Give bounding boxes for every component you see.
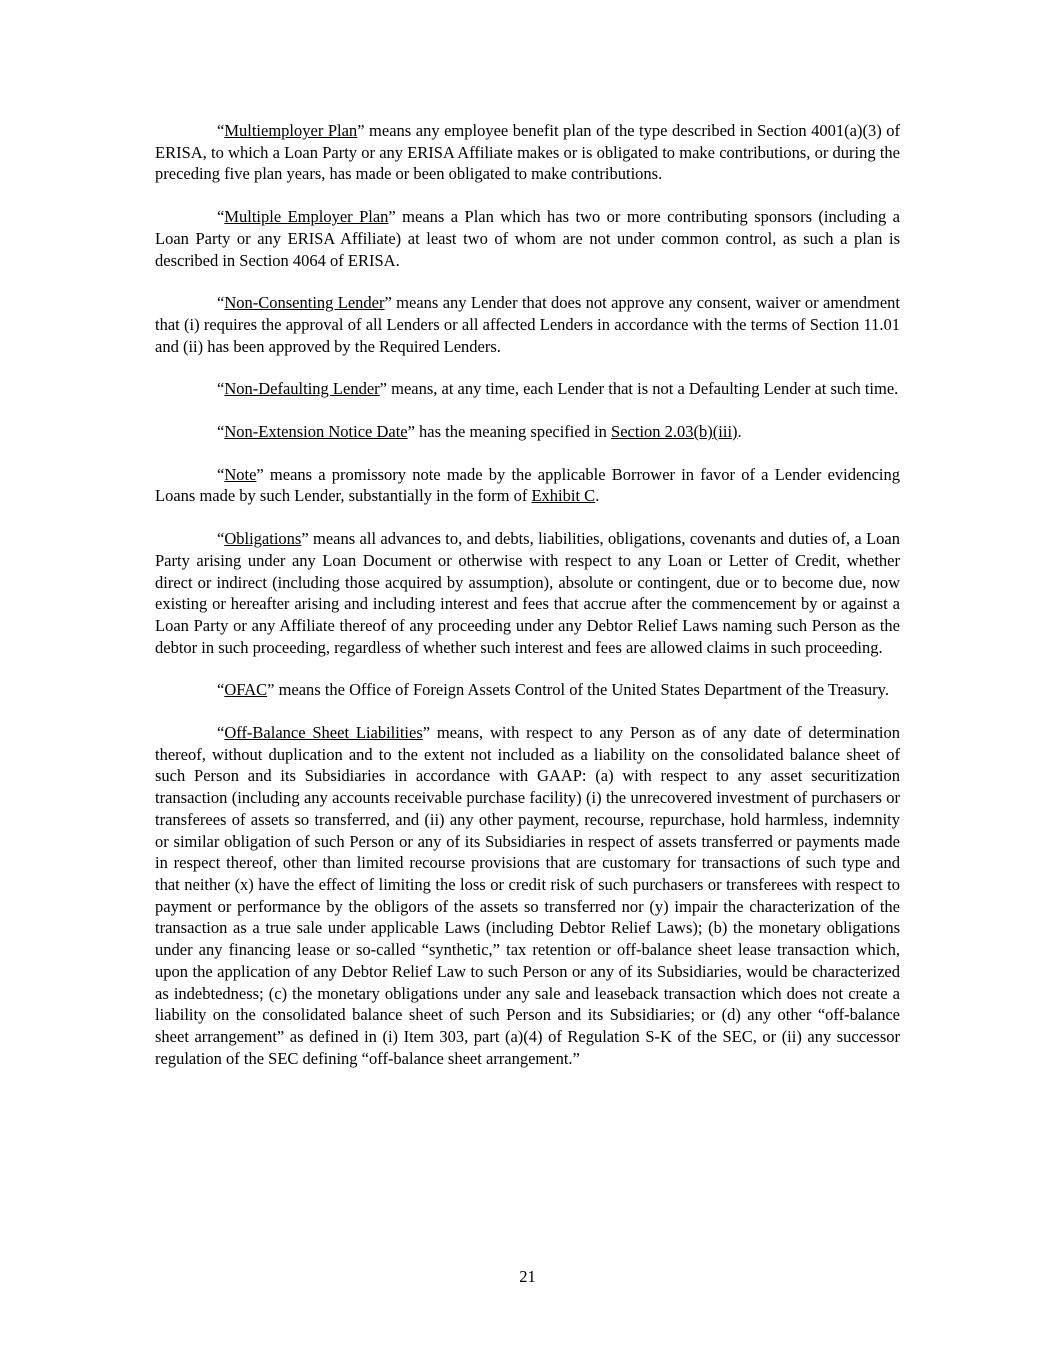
underlined-term: Non-Extension Notice Date [224,422,408,442]
text-segment: “ [217,422,225,442]
underlined-term: Non-Consenting Lender [224,293,385,313]
text-segment: “ [217,121,225,140]
underlined-term: Obligations [224,529,302,549]
text-segment: “ [217,207,225,227]
document-body [155,120,900,1069]
text-segment: “ [217,293,225,313]
text-segment: . [595,486,600,506]
text-segment: “ [217,723,225,743]
underlined-term: Off-Balance Sheet Liabilities [224,723,423,743]
text-segment: ” means all advances to, and debts, liabilities, obligations, covenants and duties of, a Loan Party arising under any Loan Document or otherwise with respect to any Loan or Letter of Credit, whether direct or indirect (including those acquired by assumption), absolute or contingent, due or to become due, now existing or hereafter arising and including interest and fees that accrue after the commencement by or against a Loan Party or any Affiliate thereof of any proceeding under any Debtor Relief Laws naming such Person as the debtor in such proceeding, regardless of whether such interest and fees are allowed claims in such proceeding. [155,529,900,657]
text-segment: ” means a Plan which has two or more contributing sponsors (including a Loan Party or any ERISA Affiliate) at least two of whom are not under common control, as such a plan is described in Section 4064 of ERISA. [155,207,900,270]
text-segment: ” means any employee benefit plan of the type described in Section 4001(a)(3) of ERISA, to which a Loan Party or any ERISA Affiliate makes or is obligated to make contributions, or during the preceding five plan years, has made or been obligated to make contributions. [155,121,900,184]
text-segment: ” means a promissory note made by the applicable Borrower in favor of a Lender evidencing Loans made by such Lender, substantially in the form of [155,464,900,506]
definition-paragraph [155,464,900,507]
page-number: 21 [519,1267,536,1286]
definition-paragraph [155,421,900,443]
text-segment: ” has the meaning specified in [407,422,612,442]
underlined-term: OFAC [224,680,268,700]
underlined-term: Multiemployer Plan [224,121,358,140]
underlined-term: Note [224,464,257,484]
text-segment: “ [217,680,225,700]
definition-paragraph [155,206,900,271]
definition-paragraph [155,292,900,357]
text-segment: . [737,422,742,442]
text-segment: “ [217,529,225,549]
underlined-term: Non-Defaulting Lender [224,379,380,399]
text-segment: “ [217,464,225,484]
text-segment: ” means, with respect to any Person as of any date of determination thereof, without duplication and to the extent not included as a liability on the consolidated balance sheet of such Person and its Subsidiaries in accordance with GAAP: (a) with respect to any asset securitization transaction (including any accounts receivable purchase facility) (i) the unrecovered investment of purchasers or transferees of assets so transferred, and (ii) any other payment, recourse, repurchase, hold harmless, indemnity or similar obligation of such Person or any of its Subsidiaries in respect of assets transferred or payments made in respect thereof, other than limited recourse provisions that are customary for transactions of such type and that neither (x) have the effect of limiting the loss or credit risk of such purchasers or transferees with respect to payment or performance by the obligors of the assets so transferred nor (y) impair the characterization of the transaction as a true sale under applicable Laws (including Debtor Relief Laws); (b) the monetary obligations under any financing lease or so-called “synthetic,” tax retention or off-balance sheet lease transaction which, upon the application of any Debtor Relief Law to such Person or any of its Subsidiaries, would be characterized as indebtedness; (c) the monetary obligations under any sale and leaseback transaction which does not create a liability on the consolidated balance sheet of such Person and its Subsidiaries; or (d) any other “off-balance sheet arrangement” as defined in (i) Item 303, part (a)(4) of Regulation S-K of the SEC, or (ii) any successor regulation of the SEC defining “off-balance sheet arrangement.” [155,723,900,1068]
underlined-term: Multiple Employer Plan [224,207,389,227]
definition-paragraph [155,120,900,185]
text-segment: ” means the Office of Foreign Assets Control of the United States Department of the Treasury. [267,680,889,700]
definition-paragraph [155,528,900,658]
underlined-term: Section 2.03(b)(iii) [611,422,738,442]
text-segment: “ [217,379,225,399]
definition-paragraph [155,378,900,400]
text-segment: ” means any Lender that does not approve any consent, waiver or amendment that (i) requires the approval of all Lenders or all affected Lenders in accordance with the terms of Section 11.01 and (ii) has been approved by the Required Lenders. [155,293,900,356]
text-segment: ” means, at any time, each Lender that is not a Defaulting Lender at such time. [379,379,899,399]
definition-paragraph [155,679,900,701]
definition-paragraph [155,722,900,1069]
underlined-term: Exhibit C [531,486,596,506]
